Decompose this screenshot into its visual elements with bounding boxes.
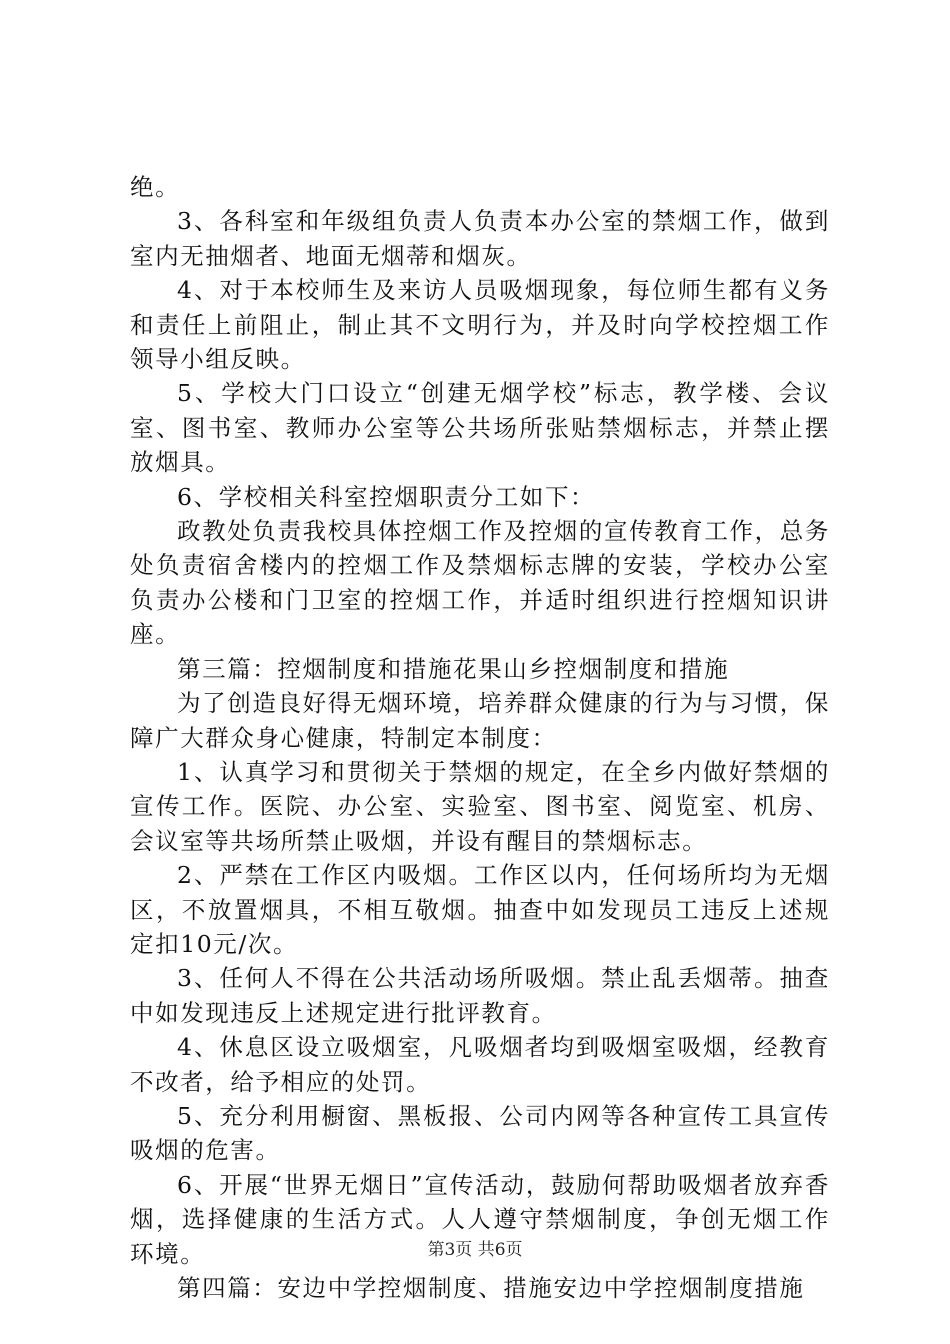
paragraph: 为了创造良好得无烟环境，培养群众健康的行为与习惯，保障广大群众身心健康，特制定本制度： <box>130 689 830 752</box>
document-body <box>130 170 830 1305</box>
paragraph: 3、任何人不得在公共活动场所吸烟。禁止乱丢烟蒂。抽查中如发现违反上述规定进行批评教育。 <box>130 964 830 1027</box>
paragraph: 绝。 <box>130 173 181 201</box>
paragraph: 2、严禁在工作区内吸烟。工作区以内，任何场所均为无烟区，不放置烟具，不相互敬烟。抽查中如发现员工违反上述规定扣10元/次。 <box>130 861 830 958</box>
paragraph: 4、休息区设立吸烟室，凡吸烟者均到吸烟室吸烟，经教育不改者，给予相应的处罚。 <box>130 1033 830 1096</box>
paragraph: 5、充分利用橱窗、黑板报、公司内网等各种宣传工具宣传吸烟的危害。 <box>130 1101 830 1165</box>
paragraph: 政教处负责我校具体控烟工作及控烟的宣传教育工作，总务处负责宿舍楼内的控烟工作及禁烟标志牌的安装，学校办公室负责办公楼和门卫室的控烟工作，并适时组织进行控烟知识讲座。 <box>130 517 830 649</box>
paragraph: 5、学校大门口设立“创建无烟学校”标志，教学楼、会议室、图书室、教师办公室等公共场所张贴禁烟标志，并禁止摆放烟具。 <box>130 379 830 477</box>
paragraph: 6、学校相关科室控烟职责分工如下： <box>177 482 596 511</box>
paragraph: 1、认真学习和贯彻关于禁烟的规定，在全乡内做好禁烟的宣传工作。医院、办公室、实验室、图书室、阅览室、机房、会议室等共场所禁止吸烟，并设有醒目的禁烟标志。 <box>130 757 830 855</box>
paragraph: 4、对于本校师生及来访人员吸烟现象，每位师生都有义务和责任上前阻止，制止其不文明行为，并及时向学校控烟工作领导小组反映。 <box>130 276 830 374</box>
paragraph: 6、开展“世界无烟日”宣传活动，鼓励何帮助吸烟者放弃香烟，选择健康的生活方式。人人遵守禁烟制度，争创无烟工作环境。 <box>130 1170 830 1268</box>
page-number-footer: 第3页 共6页 <box>427 1240 523 1260</box>
paragraph: 3、各科室和年级组负责人负责本办公室的禁烟工作，做到室内无抽烟者、地面无烟蒂和烟灰。 <box>130 207 830 270</box>
section-heading: 第三篇：控烟制度和措施花果山乡控烟制度和措施 <box>177 654 730 683</box>
section-heading: 第四篇：安边中学控烟制度、措施安边中学控烟制度措施 <box>177 1274 805 1302</box>
